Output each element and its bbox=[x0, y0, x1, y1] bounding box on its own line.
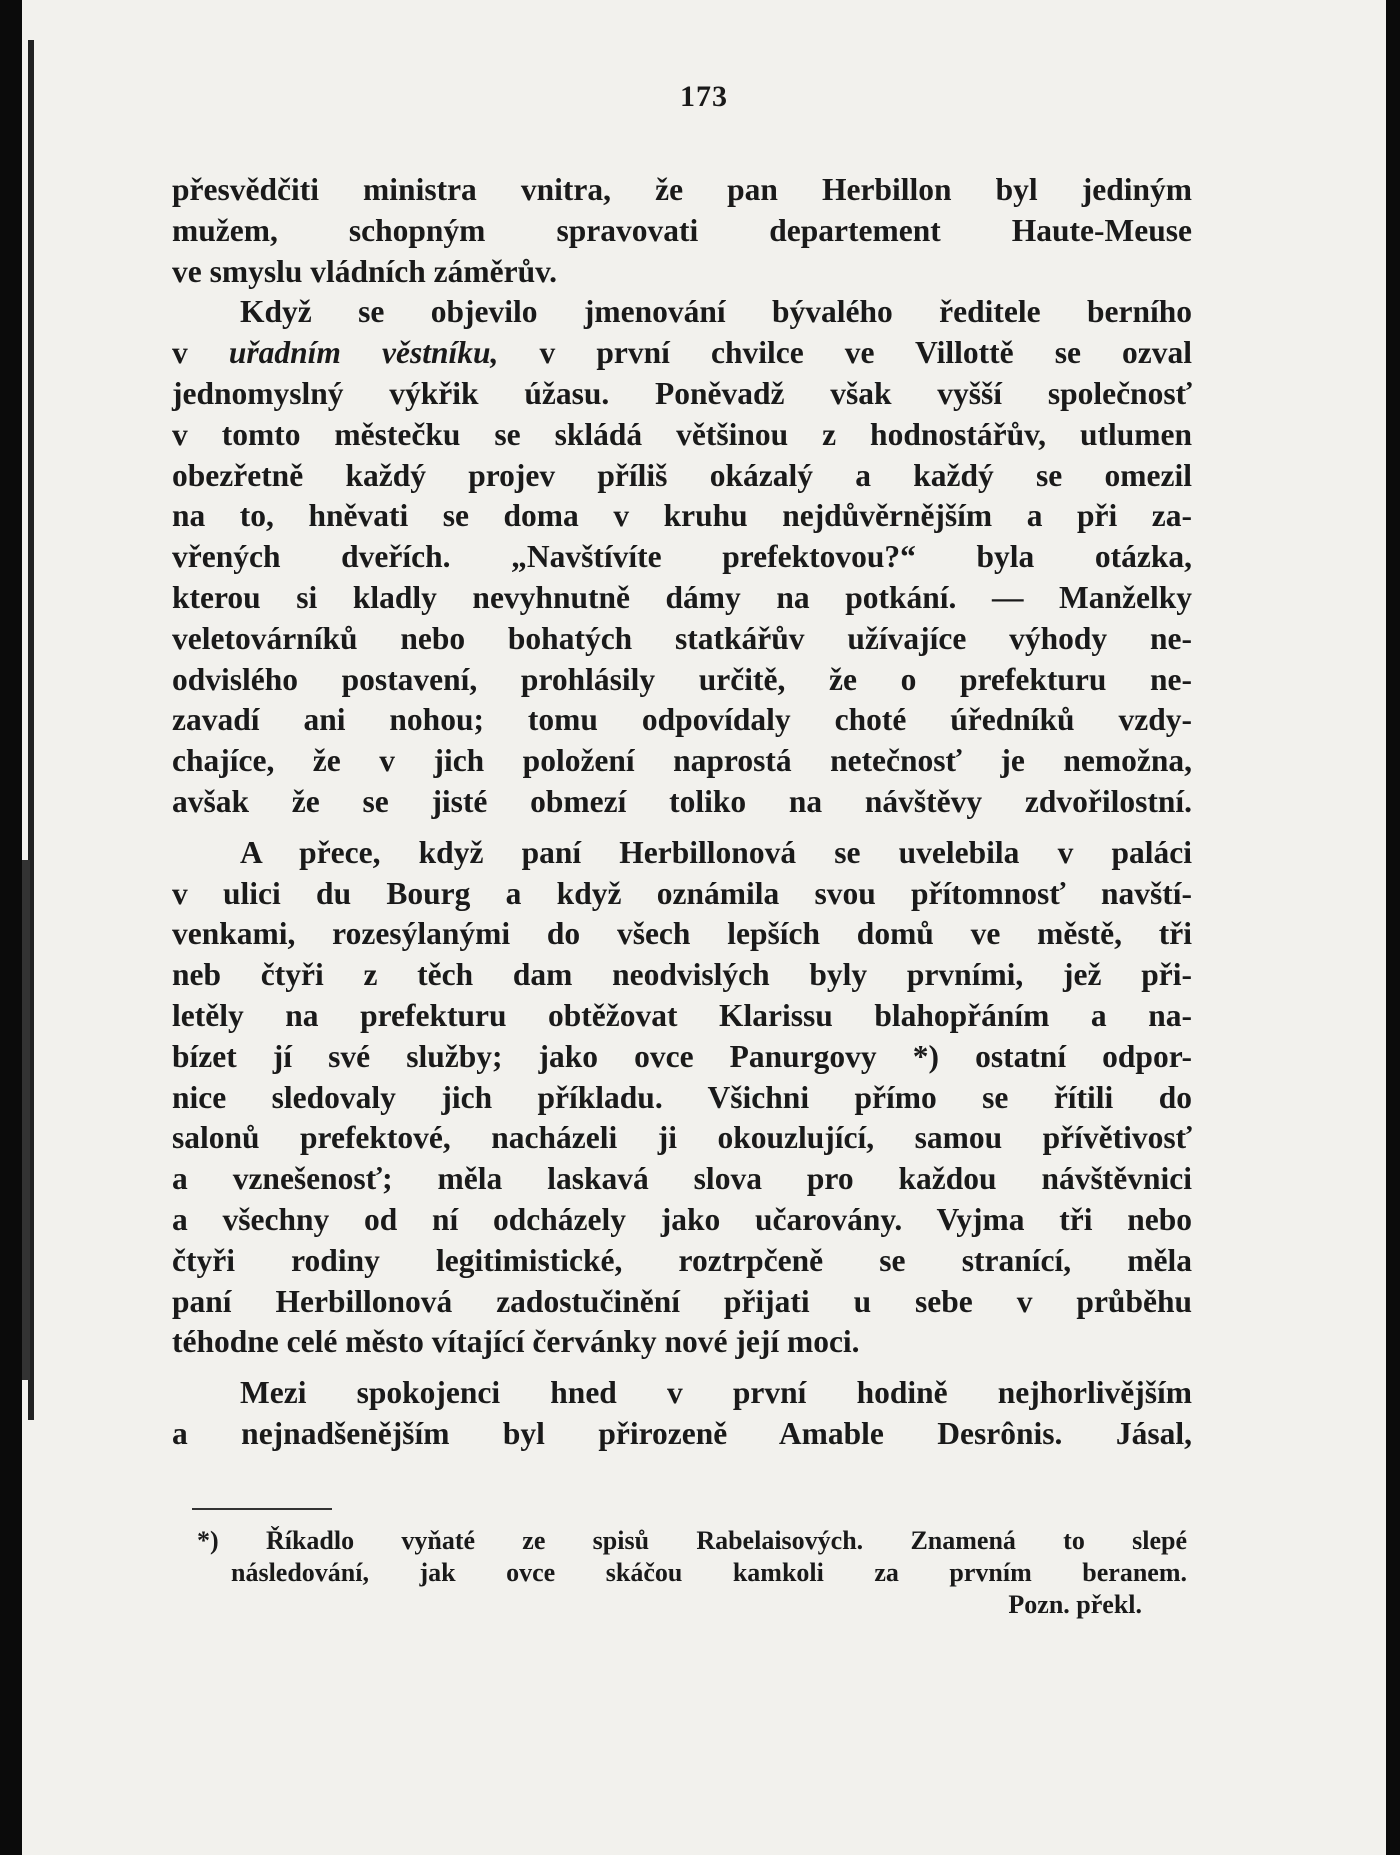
text-line: přesvědčiti ministra vnitra, že pan Herbillon byl jediným bbox=[172, 172, 1192, 207]
text-line: paní Herbillonová zadostučinění přijati u sebe v průběhu bbox=[172, 1283, 1192, 1319]
italic-title: uřadním věstníku, bbox=[228, 335, 499, 371]
body-text bbox=[172, 170, 1192, 1455]
text-line: letěly na prefekturu obtěžovat Klarissu blahopřáním a na- bbox=[172, 997, 1192, 1033]
text-line: čtyři rodiny legitimistické, roztrpčeně se stranící, měla bbox=[172, 1242, 1192, 1278]
text-line: kterou si kladly nevyhnutně dámy na potkání. — Manželky bbox=[172, 579, 1192, 615]
text-line: obezřetně každý projev příliš okázalý a každý se omezil bbox=[172, 457, 1192, 493]
text-line: ve smyslu vládních záměrův. bbox=[172, 253, 558, 289]
text-line: a nejnadšenějším byl přirozeně Amable Desrônis. Jásal, bbox=[172, 1415, 1192, 1451]
text-line: neb čtyři z těch dam neodvislých byly prvními, jež při- bbox=[172, 957, 1192, 993]
page-number: 173 bbox=[680, 80, 728, 113]
text-line: v tomto městečku se skládá většinou z hodnostářův, utlumen bbox=[172, 416, 1192, 452]
text-line: zavadí ani nohou; tomu odpovídaly choté úředníků vzdy- bbox=[172, 702, 1192, 738]
text-line: A přece, když paní Herbillonová se uvelebila v paláci bbox=[240, 834, 1192, 870]
text-line: téhodne celé město vítající červánky nové její moci. bbox=[172, 1324, 860, 1360]
text-line: a vznešenosť; měla laskavá slova pro každou návštěvnici bbox=[172, 1161, 1192, 1197]
book-page bbox=[22, 0, 1386, 1855]
text-line: a všechny od ní odcházely jako učarovány. Vyjma tři nebo bbox=[172, 1201, 1192, 1237]
footnote-signature: Pozn. překl. bbox=[1008, 1590, 1142, 1619]
footnote bbox=[197, 1525, 1187, 1621]
text-line: na to, hněvati se doma v kruhu nejdůvěrnějším a při za- bbox=[172, 498, 1192, 534]
text-line: venkami, rozesýlanými do všech lepších domů ve městě, tři bbox=[172, 916, 1192, 952]
footnote-divider bbox=[192, 1508, 332, 1510]
text-line: mužem, schopným spravovati departement Haute-Meuse bbox=[172, 212, 1192, 248]
text-line: salonů prefektové, nacházeli ji okouzlující, samou přívětivosť bbox=[172, 1120, 1192, 1156]
footnote-line: *) Říkadlo vyňaté ze spisů Rabelaisových. Znamená to slepé bbox=[197, 1526, 1187, 1555]
text-line: avšak že se jisté obmezí toliko na návštěvy zdvořilostní. bbox=[172, 783, 1192, 819]
binding-edge-shadow bbox=[22, 860, 30, 1380]
text-line: Mezi spokojenci hned v první hodině nejhorlivějším bbox=[240, 1375, 1192, 1411]
text-line: vřených dveřích. „Navštívíte prefektovou?“ byla otázka, bbox=[172, 539, 1192, 575]
text-line bbox=[172, 333, 1192, 374]
text-line: jednomyslný výkřik úžasu. Poněvadž však vyšší společnosť bbox=[172, 375, 1192, 411]
text-line: v ulici du Bourg a když oznámila svou přítomnosť navští- bbox=[172, 875, 1192, 911]
text-line: nice sledovaly jich příkladu. Všichni přímo se řítili do bbox=[172, 1079, 1192, 1115]
paragraph-gap bbox=[172, 823, 1192, 833]
text-line: odvislého postavení, prohlásily určitě, že o prefekturu ne- bbox=[172, 661, 1192, 697]
text-line: veletovárníků nebo bohatých statkářův užívajíce výhody ne- bbox=[172, 620, 1192, 656]
text-fragment: v bbox=[172, 335, 188, 371]
paragraph-gap bbox=[172, 1363, 1192, 1373]
text-line: chajíce, že v jich položení naprostá netečnosť je nemožna, bbox=[172, 743, 1192, 779]
text-fragment: v první chvilce ve Villottě se ozval bbox=[539, 335, 1193, 371]
text-line: Když se objevilo jmenování bývalého ředitele berního bbox=[240, 294, 1192, 330]
text-line: bízet jí své služby; jako ovce Panurgovy *) ostatní odpor- bbox=[172, 1038, 1192, 1074]
footnote-line: následování, jak ovce skáčou kamkoli za prvním beranem. bbox=[231, 1558, 1187, 1587]
